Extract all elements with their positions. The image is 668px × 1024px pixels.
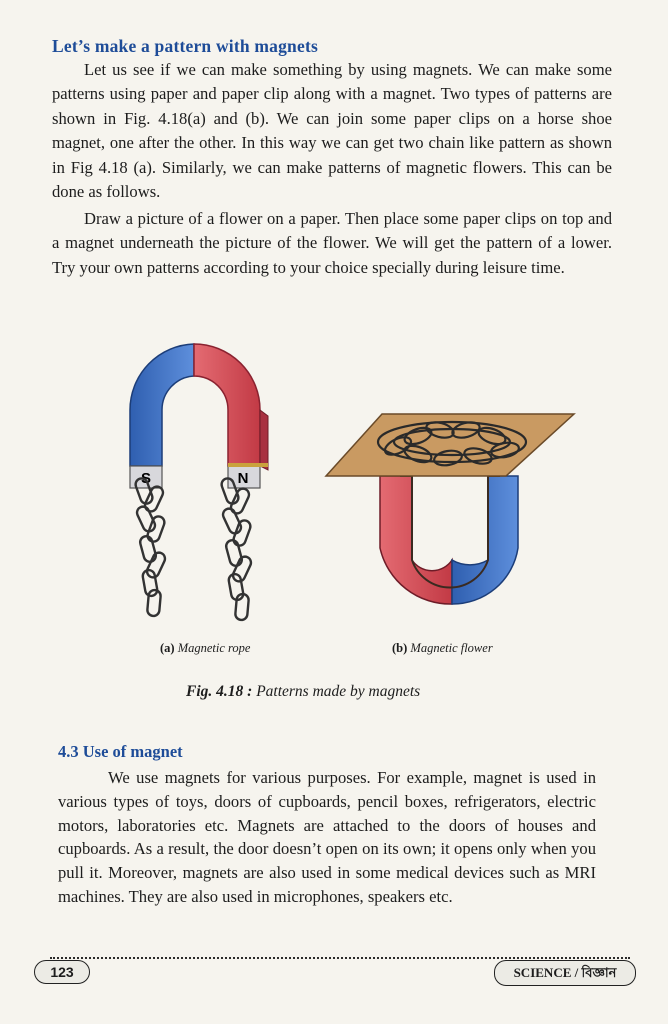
horseshoe-magnet-a [130,344,268,488]
figure-magnet-patterns [0,330,668,640]
caption-b-text: Magnetic flower [410,641,493,655]
section-heading-patterns: Let’s make a pattern with magnets [52,36,318,56]
paragraph-patterns-intro: Let us see if we can make something by using magnets. We can make some patterns using paper and paper clip along with a magnet. Two types of patterns are shown in Fig. 4.18(a) and (b). We can join some paper clips on a horse shoe magnet, one after the other. In this way we can get two chain like pattern as shown in Fig 4.18 (a). Similarly, we can make patterns of magnetic flowers. This can be done as follows. [52,60,612,202]
paper-clip-chain-right [220,477,253,621]
caption-magnetic-flower [392,641,493,656]
caption-magnetic-rope [160,641,250,656]
pole-label-s: S [140,470,152,487]
caption-b-label: (b) [392,641,408,655]
paragraph-use-of-magnet: We use magnets for various purposes. For example, magnet is used in various types of toys, doors of cupboards, pencil boxes, refrigerators, electric motors, laboratories etc. Magnets are attached to the doors of houses and cupboards. As a result, the door doesn’t open on its own; it opens only when you pull it. Moreover, magnets are also used in some medical devices such as MRI machines. They are also used in microphones, speakers etc. [58,768,596,906]
footer-divider [50,957,630,959]
subject-label: SCIENCE / বিজ্ঞান [494,960,636,986]
magnet-under-paper-b [380,476,518,604]
paper-clip-chain-left [134,477,167,617]
figure-title: Patterns made by magnets [256,683,421,700]
paper-sheet [326,414,574,476]
figure-label: Fig. 4.18 : [186,683,253,700]
page-number: 123 [34,960,90,984]
caption-a-text: Magnetic rope [177,641,251,655]
figure-caption [186,683,420,701]
section-heading-use-of-magnet: 4.3 Use of magnet [58,742,183,761]
pole-label-n: N [237,470,249,487]
caption-a-label: (a) [160,641,175,655]
paragraph-magnetic-flower: Draw a picture of a flower on a paper. Then place some paper clips on top and a magnet underneath the picture of the flower. We will get the pattern of a lower. Try your own patterns according to your choice specially during leisure time. [52,209,612,277]
